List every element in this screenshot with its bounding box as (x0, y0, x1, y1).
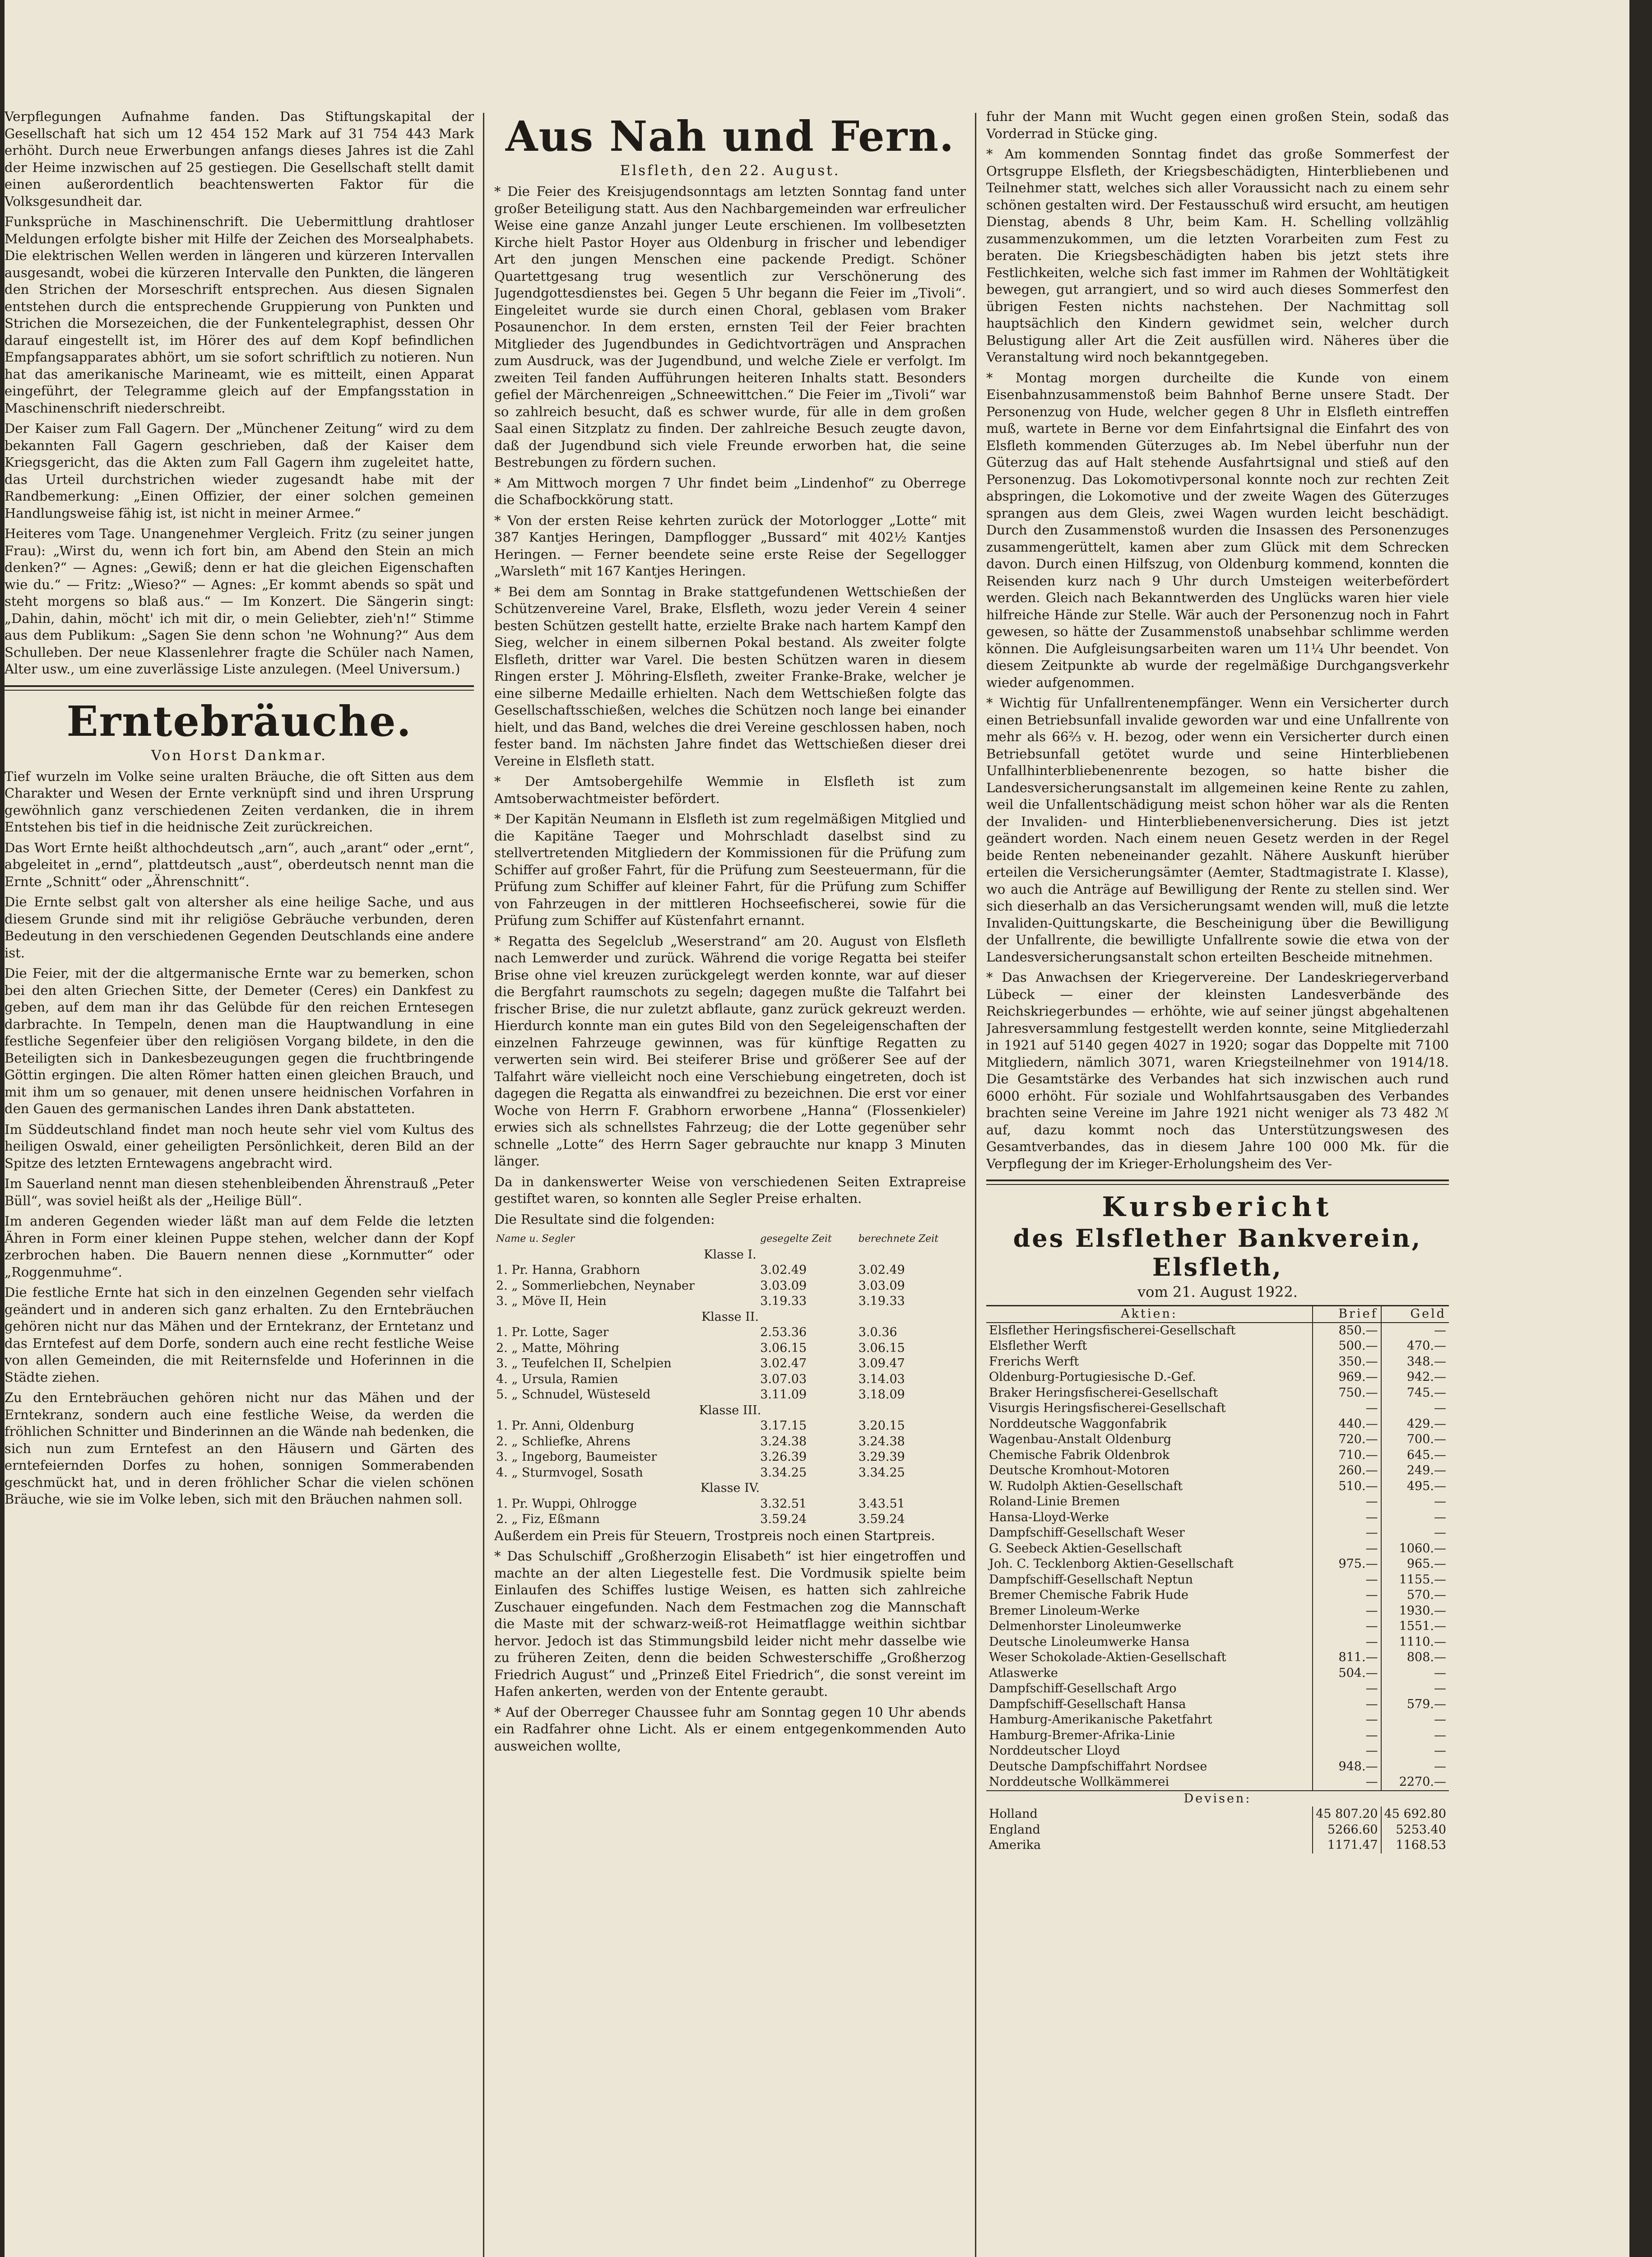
brief-value: — (1313, 1401, 1381, 1416)
brief-value: — (1313, 1774, 1381, 1791)
stock-name: Norddeutsche Waggonfabrik (989, 1416, 1167, 1431)
brief-value: 45 807.20 (1313, 1807, 1381, 1822)
geld-value: 429.— (1381, 1416, 1449, 1432)
stock-name: Deutsche Linoleumwerke Hansa (989, 1635, 1190, 1649)
brief-value: 811.— (1313, 1650, 1381, 1666)
section-title: Aus Nah und Fern. (505, 112, 955, 161)
geld-value: 1168.53 (1381, 1838, 1449, 1853)
stock-name: Amerika (989, 1838, 1041, 1852)
column-header: Geld (1381, 1306, 1449, 1323)
table-row (494, 1325, 966, 1341)
brief-value: — (1313, 1588, 1381, 1603)
table-row (986, 1588, 1449, 1603)
stock-name: Hamburg-Bremer-Afrika-Linie (989, 1728, 1175, 1742)
devisen-label: Devisen: (986, 1791, 1449, 1807)
geld-value: 5253.40 (1381, 1822, 1449, 1838)
stock-name: Chemische Fabrik Oldenbrok (989, 1448, 1170, 1462)
stock-name: Deutsche Dampfschiffahrt Nordsee (989, 1759, 1207, 1774)
stock-name: Frerichs Werft (989, 1354, 1079, 1369)
stock-name: Norddeutscher Lloyd (989, 1744, 1120, 1758)
geld-value: — (1381, 1494, 1449, 1510)
table-row (494, 1294, 966, 1310)
geld-value: — (1381, 1712, 1449, 1728)
paragraph: Außerdem ein Preis für Steuern, Trostpreis noch einen Startpreis. (494, 1528, 935, 1543)
stock-name: Weser Schokolade-Aktien-Gesellschaft (989, 1650, 1226, 1664)
table-row (986, 1838, 1449, 1853)
geld-value: — (1381, 1401, 1449, 1416)
table-row (986, 1619, 1449, 1635)
brief-value: — (1313, 1603, 1381, 1619)
brief-value: — (1313, 1697, 1381, 1713)
article-title: Erntebräuche. (66, 697, 412, 746)
geld-value: 470.— (1381, 1338, 1449, 1354)
section-divider (986, 1180, 1449, 1185)
paragraph: * Wichtig für Unfallrentenempfänger. Wenn ein Versicherter durch einen Betriebsunfall invalide geworden war und eine Unfallrente von mehr als 66⅔ v. H. bezog, oder wenn ein Versicherter durch einen Betriebsunfall getötet wurde und seine Hinterbliebenen Unfallhinterbliebenenrente bezogen, so hatte bisher die Landesversicherungsanstalt im allgemeinen keine Rente zu zahlen, weil die Unfallentschädigung meist schon höher war als die Renten der Invaliden- und Hinterbliebenenversicherung. Dies ist jetzt geändert worden. Nach einem neuen Gesetz werden in der Regel beide Renten nebeneinander gezahlt. Nähere Auskunft hierüber erteilen die Versicherungsämter (Aemter, Stadtmagistrate I. Klasse), wo auch die Anträge auf Bewilligung der Rente zu stellen sind. Wer sich dieserhalb an das Versicherungsamt wenden will, muß die letzte Invaliden-Quittungskarte, die Bescheinigung über die Bewilligung der Unfallrente, die bewilligte Unfallrente sowie die etwa von der Landesversicherungsanstalt schon erteilten Bescheide mitnehmen. (986, 695, 1449, 965)
cell: 3. „ Teufelchen II, Schelpien (496, 1356, 672, 1370)
table-row (986, 1728, 1449, 1744)
stock-name: Braker Heringsfischerei-Gesellschaft (989, 1385, 1218, 1400)
table-row (986, 1759, 1449, 1775)
paragraph: Tief wurzeln im Volke seine uralten Bräuche, die oft Sitten aus dem Charakter und Wesen der Ernte verknüpft sind und ihren Ursprung gewöhnlich ganz verschiedenen Zeiten verdanken, die in ihrem Entstehen bis tief in die heidnische Zeit zurückreichen. (5, 768, 474, 835)
geld-value: 745.— (1381, 1385, 1449, 1401)
column-right (986, 108, 1449, 1853)
cell: 3.20.15 (858, 1419, 905, 1433)
brief-value: — (1313, 1525, 1381, 1541)
cell: 5. „ Schnudel, Wüsteseld (496, 1388, 651, 1402)
table-row (986, 1525, 1449, 1541)
market-report-subtitle: des Elsflether Bankverein, Elsfleth, (1013, 1224, 1422, 1282)
stock-name: Joh. C. Tecklenborg Aktien-Gesellschaft (989, 1557, 1234, 1571)
table-row (494, 1278, 966, 1294)
table-row (494, 1512, 966, 1528)
cell: 2. „ Fiz, Eßmann (496, 1512, 600, 1526)
cell: 3.19.33 (858, 1294, 905, 1308)
geld-value: — (1381, 1323, 1449, 1339)
brief-value: — (1313, 1619, 1381, 1635)
paragraph: Funksprüche in Maschinenschrift. Die Uebermittlung drahtloser Meldungen erfolgte bisher mit Hilfe der Zeichen des Morsealphabets. Die elektrischen Wellen werden in längeren und kürzeren Intervallen ausgesandt, wobei die kürzeren Intervalle den Punkten, die längeren den Strichen der Morseschrift entsprechen. Aus diesen Signalen entstehen durch die entsprechende Gruppierung von Punkten und Strichen die Morsezeichen, die der Funkentelegraphist, dessen Ohr darauf eingestellt ist, im Hörer des auf dem Kopf befindlichen Empfangsapparates abhört, um sie sofort schriftlich zu notieren. Nun hat das amerikanische Marineamt, wie es mitteilt, einen Apparat eingeführt, der Telegramme gleich auf der Empfangsstation in Maschinenschrift niederschreibt. (5, 214, 474, 416)
market-report-date: vom 21. August 1922. (1137, 1283, 1298, 1300)
table-row (986, 1494, 1449, 1510)
column-header: Aktien: (986, 1306, 1313, 1323)
geld-value: 808.— (1381, 1650, 1449, 1666)
geld-value: — (1381, 1743, 1449, 1759)
stock-name: Dampfschiff-Gesellschaft Argo (989, 1681, 1177, 1695)
table-row (494, 1387, 966, 1403)
stock-name: Hamburg-Amerikanische Paketfahrt (989, 1713, 1212, 1727)
stock-table-body (986, 1323, 1449, 1791)
cell: 3.06.15 (858, 1341, 905, 1355)
stock-name: Norddeutsche Wollkämmerei (989, 1775, 1169, 1789)
brief-value: 720.— (1313, 1432, 1381, 1448)
table-row (494, 1449, 966, 1465)
geld-value: — (1381, 1728, 1449, 1744)
paragraph: Da in dankenswerter Weise von verschiedenen Seiten Extrapreise gestiftet waren, so konnten alle Segler Preise erhalten. (494, 1174, 966, 1206)
table-row (986, 1556, 1449, 1572)
cell: 3.34.25 (760, 1465, 807, 1480)
cell: 3.17.15 (760, 1419, 807, 1433)
brief-value: 850.— (1313, 1323, 1381, 1339)
cell: 3.43.51 (858, 1496, 905, 1511)
regatta-results (494, 1231, 966, 1528)
cell: 3.02.47 (760, 1356, 807, 1370)
results-header: gesegelte Zeit (760, 1233, 832, 1245)
brief-value: — (1313, 1681, 1381, 1697)
cell: 3.19.33 (760, 1294, 807, 1308)
results-class: Klasse I. (704, 1247, 756, 1262)
stock-name: Holland (989, 1807, 1038, 1821)
cell: 3.24.38 (760, 1434, 807, 1449)
cell: 3.03.09 (760, 1278, 807, 1293)
geld-value: 645.— (1381, 1448, 1449, 1463)
paragraph: * Das Schulschiff „Großherzogin Elisabeth“ ist hier eingetroffen und machte an der alten Liegestelle fest. Die Vordmusik spielte beim Einlaufen des Schiffes lustige Weisen, es hatten sich zahlreiche Zuschauer eingefunden. Nach dem Festmachen zog die Mannschaft die Maste mit der schwarz-weiß-rot Heimatflagge weithin sichtbar hervor. Jedoch ist das Stimmungsbild leider nicht mehr dasselbe wie zu früheren Zeiten, denn die beiden Schwesterschiffe „Großherzog Friedrich August“ und „Prinzeß Eitel Friedrich“, die sonst vereint im Hafen ankerten, werden von der Entente geraubt. (494, 1548, 966, 1699)
table-row (494, 1356, 966, 1372)
paragraph: * Auf der Oberreger Chaussee fuhr am Sonntag gegen 10 Uhr abends ein Radfahrer ohne Licht. Als er einem entgegenkommenden Auto ausweichen wollte, (494, 1704, 966, 1754)
cell: 4. „ Sturmvogel, Sosath (496, 1465, 643, 1480)
paragraph: Heiteres vom Tage. Unangenehmer Vergleich. Fritz (zu seiner jungen Frau): „Wirst du, wenn ich fort bin, am Abend den Stein an mich denken?“ — Agnes: „Gewiß; denn er hat die gleichen Eigenschaften wie du.“ — Fritz: „Wieso?“ — Agnes: „Er kommt abends so spät und steht morgens so blaß aus.“ — Im Konzert. Die Sängerin singt: „Dahin, dahin, möcht' ich mit dir, o mein Geliebter, zieh'n!“ Stimme aus dem Publikum: „Sagen Sie denn schon 'ne Wohnung?“ Aus dem Schulleben. Der neue Klassenlehrer fragte die Schüler nach Namen, Alter usw., um eine zuverlässige Liste anzulegen. (Meel Universum.) (5, 526, 474, 677)
table-row (986, 1822, 1449, 1838)
table-row (986, 1541, 1449, 1557)
brief-value: — (1313, 1728, 1381, 1744)
table-row (986, 1416, 1449, 1432)
geld-value: — (1381, 1681, 1449, 1697)
paragraph: fuhr der Mann mit Wucht gegen einen großen Stein, sodaß das Vorderrad in Stücke ging. (986, 109, 1449, 141)
geld-value: 1930.— (1381, 1603, 1449, 1619)
dateline: Elsfleth, den 22. August. (620, 163, 840, 179)
cell: 3.29.39 (858, 1450, 905, 1464)
brief-value: 504.— (1313, 1666, 1381, 1681)
paragraph: * Der Amtsobergehilfe Wemmie in Elsfleth ist zum Amtsoberwachtmeister befördert. (494, 774, 966, 806)
column-header: Brief (1313, 1306, 1381, 1323)
stock-name: Roland-Linie Bremen (989, 1495, 1120, 1509)
byline: Von Horst Dankmar. (151, 747, 327, 764)
cell: 1. Pr. Wuppi, Ohlrogge (496, 1496, 637, 1511)
table-row (986, 1323, 1449, 1339)
geld-value: 965.— (1381, 1556, 1449, 1572)
cell: 2. „ Schliefke, Ahrens (496, 1434, 631, 1449)
table-row (986, 1666, 1449, 1681)
table-row (986, 1385, 1449, 1401)
geld-value: 2270.— (1381, 1774, 1449, 1791)
cell: 1. Pr. Lotte, Sager (496, 1325, 609, 1339)
cell: 3.0.36 (858, 1325, 897, 1339)
devisen-table-body (986, 1807, 1449, 1853)
section-divider (5, 685, 474, 691)
brief-value: — (1313, 1712, 1381, 1728)
brief-value: — (1313, 1635, 1381, 1650)
paragraph: * Von der ersten Reise kehrten zurück der Motorlogger „Lotte“ mit 387 Kantjes Heringen, Dampflogger „Bussard“ mit 402½ Kantjes Heringen. — Ferner beendete seine erste Reise der Segellogger „Warsleth“ mit 167 Kantjes Heringen. (494, 512, 966, 579)
brief-value: — (1313, 1510, 1381, 1526)
stock-name: Hansa-Lloyd-Werke (989, 1510, 1109, 1524)
table-row (986, 1774, 1449, 1791)
market-report-title: Kursbericht (1102, 1191, 1333, 1223)
paragraph: Die Feier, mit der die altgermanische Ernte war zu bemerken, schon bei den alten Griechen Sitte, der Demeter (Ceres) ein Dankfest zu geben, auf dem man ihr das Gelübde für den reichen Erntesegen darbrachte. In Tempeln, denen man die Hauptwandlung in eine festliche Segenfeier über den religiösen Vorgang bildete, in den die Beteiligten sich in Dankesbezeugungen gegen die fruchtbringende Göttin ergingen. Die alten Römer hatten einen gleichen Brauch, und mit ihm um so genauer, mit denen unsere heidnischen Vorfahren in den Gauen des germanischen Landes ihren Dank abstatteten. (5, 966, 474, 1116)
brief-value: 948.— (1313, 1759, 1381, 1775)
column-left (5, 108, 474, 1512)
geld-value: — (1381, 1759, 1449, 1775)
cell: 3.06.15 (760, 1341, 807, 1355)
paragraph: Im Sauerland nennt man diesen stehenbleibenden Ährenstrauß „Peter Büll“, was soviel heißt als der „Heilige Büll“. (5, 1176, 474, 1208)
table-row (494, 1372, 966, 1388)
table-row (986, 1572, 1449, 1588)
paragraph: * Am kommenden Sonntag findet das große Sommerfest der Ortsgruppe Elsfleth, der Kriegsbeschädigten, Hinterbliebenen und Teilnehmer statt, welches sich aller Voraussicht nach zu einem sehr schönen gestalten wird. Der Festausschuß wird ersucht, am heutigen Dienstag, abends 8 Uhr, beim Kam. H. Schelling vollzählig zusammenzukommen, um die letzten Vorarbeiten zum Fest zu beraten. Die Kriegsbeschädigten haben bis jetzt stets ihre Festlichkeiten, welche sich fast immer im Rahmen der Wohltätigkeit bewegen, gut arrangiert, und so wird auch dieses Sommerfest den übrigen Festen nichts nachstehen. Der Nachmittag soll hauptsächlich den Kindern gewidmet sein, welcher durch Belustigung aller Art die Zeit ausfüllen wird. Näheres über die Veranstaltung wird noch bekanntgegeben. (986, 146, 1449, 365)
cell: 2.53.36 (760, 1325, 807, 1339)
paragraph: Der Kaiser zum Fall Gagern. Der „Münchener Zeitung“ wird zu dem bekannten Fall Gagern geschrieben, daß der Kaiser dem Kriegsgericht, das die Akten zum Fall Gagern ihm zugeleitet hatte, das Urteil durchstrichen wieder zugesandt habe mit der Randbemerkung: „Einen Offizier, der einer solchen gemeinen Handlungsweise fähig ist, ist nicht in meiner Armee.“ (5, 421, 474, 521)
stock-name: Oldenburg-Portugiesische D.-Gef. (989, 1370, 1196, 1384)
table-row (986, 1354, 1449, 1370)
paragraph: * Das Anwachsen der Kriegervereine. Der Landeskriegerverband Lübeck — einer der kleinsten Landesverbände des Reichskriegerbundes — erhöhte, wie auf seiner jüngst abgehaltenen Jahresversammlung festgestellt werden konnte, seine Mitgliederzahl in 1921 auf 5140 gegen 4027 in 1920; sogar das Doppelte mit 7100 Mitgliedern, nämlich 3071, waren Kriegsteilnehmer von 1914/18. Die Gesamtstärke des Verbandes hat sich inzwischen auch rund 6000 erhöht. Für soziale und Wohlfahrtsausgaben des Verbandes brachten seine Vereine im Jahre 1921 nicht weniger als 73 482 ℳ auf, dazu kommt noch das Unterstützungswesen des Gesamtverbandes, das in diesem Jahre 100 000 Mk. für die Verpflegung der im Krieger-Erholungsheim des Ver- (986, 970, 1449, 1171)
stock-name: Elsflether Heringsfischerei-Gesellschaft (989, 1323, 1236, 1337)
stock-name: G. Seebeck Aktien-Gesellschaft (989, 1541, 1182, 1556)
paragraph: Im Süddeutschland findet man noch heute sehr viel vom Kultus des heiligen Oswald, einer geheiligten Persönlichkeit, deren Bild an der Spitze des letzten Erntewagens angebracht wird. (5, 1121, 474, 1171)
cell: 3.34.25 (858, 1465, 905, 1480)
newspaper-page (5, 0, 1629, 2257)
table-row (986, 1510, 1449, 1526)
brief-value: — (1313, 1494, 1381, 1510)
paragraph: * Die Feier des Kreisjugendsonntags am letzten Sonntag fand unter großer Beteiligung statt. Aus den Nachbargemeinden war erfreulicher Weise eine ganze Anzahl junger Leute erschienen. Im vollbesetzten Kirche hielt Pastor Hoyer aus Oldenburg in frischer und lebendiger Art den jungen Menschen eine packende Predigt. Schöner Quartettgesang trug wesentlich zur Verschönerung des Jugendgottesdienstes bei. Gegen 5 Uhr begann die Feier im „Tivoli“. Eingeleitet wurde sie durch einen Choral, geblasen vom Braker Posaunenchor. In dem ersten, ernsten Teil der Feier brachten Mitglieder des Jugendbundes in Gedichtvorträgen und Ansprachen zum Ausdruck, was der Jugendbund, und welche Ziele er verfolgt. Im zweiten Teil fanden Aufführungen heiteren Inhalts statt. Besonders gefiel der Märchenreigen „Schneewittchen.“ Die Feier im „Tivoli“ war so zahlreich besucht, daß es schwer wurde, für alle in dem großen Saal einen Sitzplatz zu finden. Der zahlreiche Besuch zeugte davon, daß der Jugendbund sich viele Freunde erworben hat, die seine Bestrebungen zu fördern suchen. (494, 184, 966, 470)
cell: 3.24.38 (858, 1434, 905, 1449)
cell: 3.18.09 (858, 1388, 905, 1402)
cell: 3.59.24 (858, 1512, 905, 1526)
cell: 3.32.51 (760, 1496, 807, 1511)
results-class: Klasse III. (699, 1403, 761, 1417)
geld-value: 495.— (1381, 1479, 1449, 1495)
table-row (986, 1743, 1449, 1759)
table-row (986, 1603, 1449, 1619)
table-row (986, 1712, 1449, 1728)
cell: 3.02.49 (858, 1263, 905, 1277)
brief-value: 260.— (1313, 1463, 1381, 1479)
cell: 2. „ Matte, Möhring (496, 1341, 620, 1355)
stock-name: Dampfschiff-Gesellschaft Weser (989, 1526, 1185, 1540)
cell: 3.59.24 (760, 1512, 807, 1526)
cell: 3.26.39 (760, 1450, 807, 1464)
geld-value: — (1381, 1510, 1449, 1526)
results-header: berechnete Zeit (858, 1233, 939, 1245)
table-row (986, 1681, 1449, 1697)
paragraph: Die Ernte selbst galt von altersher als eine heilige Sache, und aus diesem Grunde sind mit ihr religiöse Gebräuche verbunden, deren Bedeutung in den verschiedenen Gegenden Deutschlands eine andere ist. (5, 894, 474, 961)
brief-value: 440.— (1313, 1416, 1381, 1432)
cell: 3.03.09 (858, 1278, 905, 1293)
table-row (986, 1635, 1449, 1650)
table-row (494, 1263, 966, 1278)
cell: 3.02.49 (760, 1263, 807, 1277)
table-row (986, 1370, 1449, 1385)
stock-name: Dampfschiff-Gesellschaft Hansa (989, 1697, 1186, 1711)
table-row (494, 1341, 966, 1356)
geld-value: 45 692.80 (1381, 1807, 1449, 1822)
geld-value: 1110.— (1381, 1635, 1449, 1650)
stock-name: Delmenhorster Linoleumwerke (989, 1619, 1182, 1633)
brief-value: 5266.60 (1313, 1822, 1381, 1838)
brief-value: 510.— (1313, 1479, 1381, 1495)
cell: 3.14.03 (858, 1372, 905, 1386)
table-row (494, 1434, 966, 1450)
brief-value: — (1313, 1743, 1381, 1759)
stock-name: W. Rudolph Aktien-Gesellschaft (989, 1479, 1183, 1493)
column-rule (975, 113, 976, 2257)
paragraph: * Bei dem am Sonntag in Brake stattgefundenen Wettschießen der Schützenvereine Varel, Brake, Elsfleth, wozu jeder Verein 4 seiner besten Schützen gestellt hatte, erzielte Brake nach hartem Kampf den Sieg, welcher in einem silbernen Pokal bestand. Als zweiter folgte Elsfleth, dritter war Varel. Die besten Schützen waren in diesem Ringen erster J. Möhring-Elsfleth, zweiter Franke-Brake, welcher je eine silberne Medaille erhielten. Nach dem Wettschießen folgte das Gesellschaftsschießen, welches die Schützen noch lange bei einander hielt, und das Band, welches die drei Vereine geschlossen haben, noch fester band. Im nächsten Jahre findet das Wettschießen dieser drei Vereine in Elsfleth statt. (494, 584, 966, 769)
geld-value: — (1381, 1525, 1449, 1541)
paragraph: * Montag morgen durcheilte die Kunde von einem Eisenbahnzusammenstoß beim Bahnhof Berne unsere Stadt. Der Personenzug von Hude, welcher gegen 8 Uhr in Elsfleth eintreffen muß, wartete in Berne vor dem Einfahrtsignal die Einfahrt des von Elsfleth kommenden Güterzuges ab. Im Nebel überfuhr nun der Güterzug das auf Halt stehende Ausfahrtsignal und stieß auf den Personenzug. Das Lokomotivpersonal konnte noch zur rechten Zeit abspringen, die Lokomotive und der zweite Wagen des Güterzuges sprangen aus dem Gleis, zwei Wagen wurden leicht beschädigt. Durch den Zusammenstoß wurden die Insassen des Personenzuges zusammengerüttelt, kamen aber zum Glück mit dem Schrecken davon. Durch einen Hilfszug, von Oldenburg kommend, konnten die Reisenden kurz nach 9 Uhr durch Umsteigen weiterbefördert werden. Gleich nach Bekanntwerden des Unglücks waren hier viele hilfreiche Hände zur Stelle. Wär auch der Personenzug noch in Fahrt gewesen, so hätte der Zusammenstoß unabsehbar schlimme werden können. Die Aufgleisungsarbeiten waren um 11¼ Uhr beendet. Von diesem Zeitpunkte ab wurde der regelmäßige Durchgangsverkehr wieder aufgenommen. (986, 370, 1449, 690)
table-row (986, 1807, 1449, 1822)
geld-value: 249.— (1381, 1463, 1449, 1479)
cell: 3. „ Möve II, Hein (496, 1294, 607, 1308)
column-middle (494, 108, 966, 1758)
stock-name: Atlaswerke (989, 1666, 1058, 1680)
stock-name: Wagenbau-Anstalt Oldenburg (989, 1432, 1172, 1446)
geld-value: 1551.— (1381, 1619, 1449, 1635)
brief-value: — (1313, 1572, 1381, 1588)
paragraph: Zu den Erntebräuchen gehören nicht nur das Mähen und der Erntekranz, sondern auch eine festliche Weise, da werden die fröhlichen Schnitter und Binderinnen an die Wände nah bedenken, die sich nun zum Erntefest an den Häusern und Gärten des erntefeiernden Dorfes zu hohen, sonnigen Sommerabenden geschmückt hat, und in deren fröhlicher Schar die vielen schönen Bräuche, wie sie im Volke leben, sich mit den Bräuchen nahmen soll. (5, 1390, 474, 1507)
table-row (986, 1697, 1449, 1713)
stock-name: Bremer Chemische Fabrik Hude (989, 1588, 1188, 1602)
paragraph: Im anderen Gegenden wieder läßt man auf dem Felde die letzten Ähren in Form einer kleinen Puppe stehen, welcher dann der Kopf zerbrochen haben. Die Bauern nennen diese „Kornmutter“ oder „Roggenmuhme“. (5, 1213, 474, 1280)
paragraph: Die Resultate sind die folgenden: (494, 1211, 715, 1227)
table-row (986, 1401, 1449, 1416)
results-header: Name u. Segler (496, 1233, 575, 1245)
paragraph: Das Wort Ernte heißt althochdeutsch „arn“, auch „arant“ oder „ernt“, abgeleitet in „ernd“, plattdeutsch „aust“, oberdeutsch nennt man die Ernte „Schnitt“ oder „Ährenschnitt“. (5, 840, 474, 889)
brief-value: 750.— (1313, 1385, 1381, 1401)
stock-name: Dampfschiff-Gesellschaft Neptun (989, 1572, 1193, 1587)
geld-value: 570.— (1381, 1588, 1449, 1603)
table-row (986, 1338, 1449, 1354)
paragraph: * Der Kapitän Neumann in Elsfleth ist zum regelmäßigen Mitglied und die Kapitäne Taeger und Mohrschladt daselbst sind zu stellvertretenden Mitgliedern der Kommissionen für die Prüfung zum Schiffer auf großer Fahrt, für die Prüfung zum Seesteuermann, für die Prüfung zum Schiffer auf kleiner Fahrt, für die Prüfung zum Schiffer von Fahrzeugen in der mittleren Hochseefischerei, sowie für die Prüfung zum Schiffer auf Küstenfahrt ernannt. (494, 811, 966, 928)
geld-value: — (1381, 1666, 1449, 1681)
geld-value: 700.— (1381, 1432, 1449, 1448)
table-row (494, 1496, 966, 1512)
cell: 3. „ Ingeborg, Baumeister (496, 1450, 657, 1464)
cell: 1. Pr. Hanna, Grabhorn (496, 1263, 640, 1277)
cell: 3.09.47 (858, 1356, 905, 1370)
table-row (986, 1448, 1449, 1463)
stock-name: Elsflether Werft (989, 1339, 1087, 1353)
cell: 2. „ Sommerliebchen, Neynaber (496, 1278, 695, 1293)
cell: 4. „ Ursula, Ramien (496, 1372, 618, 1386)
table-row (494, 1418, 966, 1434)
geld-value: 1060.— (1381, 1541, 1449, 1557)
stock-name: Bremer Linoleum-Werke (989, 1603, 1140, 1618)
cell: 3.11.09 (760, 1388, 807, 1402)
brief-value: 1171.47 (1313, 1838, 1381, 1853)
paragraph: * Regatta des Segelclub „Weserstrand“ am 20. August von Elsfleth nach Lemwerder und zurück. Während die vorige Regatta bei steifer Brise ohne viel kreuzen zurückgelegt werden konnte, war auf dieser die Bergfahrt raumschots zu segeln; dagegen mußte die Talfahrt bei frischer Brise, die nur zuletzt abflaute, ganz zurück gekreuzt werden. Hierdurch konnte man ein gutes Bild von den Segeleigenschaften der einzelnen Fahrzeuge gewinnen, was für künftige Regatten zu verwerten sein wird. Bei steiferer Brise und größerer See auf der Talfahrt wäre vielleicht noch eine Verschiebung eingetreten, doch ist dagegen die Regatta als einwandfrei zu bezeichnen. Die erst vor einer Woche von Herrn F. Grabhorn erworbene „Hanna“ (Flossenkieler) erwies sich als schnellstes Fahrzeug; die der Lotte gegenüber sehr schnelle „Lotte“ des Herrn Sager gebrauchte nur knapp 3 Minuten länger. (494, 933, 966, 1169)
geld-value: 348.— (1381, 1354, 1449, 1370)
table-row (986, 1650, 1449, 1666)
brief-value: 500.— (1313, 1338, 1381, 1354)
stock-name: Deutsche Kromhout-Motoren (989, 1463, 1170, 1477)
geld-value: 942.— (1381, 1370, 1449, 1385)
paragraph: * Am Mittwoch morgen 7 Uhr findet beim „Lindenhof“ zu Oberrege die Schafbockkörung statt. (494, 475, 966, 507)
table-row (986, 1463, 1449, 1479)
results-class: Klasse II. (701, 1310, 759, 1324)
results-class: Klasse IV. (700, 1481, 760, 1495)
brief-value: 350.— (1313, 1354, 1381, 1370)
brief-value: 710.— (1313, 1448, 1381, 1463)
paragraph: Die festliche Ernte hat sich in den einzelnen Gegenden sehr vielfach geändert und in anderen sich ganz erhalten. Zu den Erntebräuchen gehören nicht nur das Mähen und der Erntekranz, der Erntetanz und das Erntefest auf dem Dorfe, sondern auch eine recht festliche Weise von allen Gemeinden, die mit Reiternsfelde und Hoferinnen in die Städte ziehen. (5, 1285, 474, 1385)
geld-value: 1155.— (1381, 1572, 1449, 1588)
cell: 1. Pr. Anni, Oldenburg (496, 1419, 634, 1433)
geld-value: 579.— (1381, 1697, 1449, 1713)
stock-table (986, 1305, 1449, 1853)
brief-value: 975.— (1313, 1556, 1381, 1572)
stock-name: Visurgis Heringsfischerei-Gesellschaft (989, 1401, 1226, 1415)
cell: 3.07.03 (760, 1372, 807, 1386)
brief-value: — (1313, 1541, 1381, 1557)
brief-value: 969.— (1313, 1370, 1381, 1385)
table-row (494, 1465, 966, 1481)
table-row (986, 1479, 1449, 1495)
table-row (986, 1432, 1449, 1448)
stock-name: England (989, 1822, 1040, 1837)
column-rule (483, 113, 484, 2257)
paragraph: Verpflegungen Aufnahme fanden. Das Stiftungskapital der Gesellschaft hat sich um 12 454 152 Mark auf 31 754 443 Mark erhöht. Durch neue Erwerbungen anfangs dieses Jahres ist die Zahl der Heime inzwischen auf 25 gestiegen. Die Gesellschaft stellt damit einen außerordentlich beachtenswerten Faktor für die Volksgesundheit dar. (5, 109, 474, 209)
